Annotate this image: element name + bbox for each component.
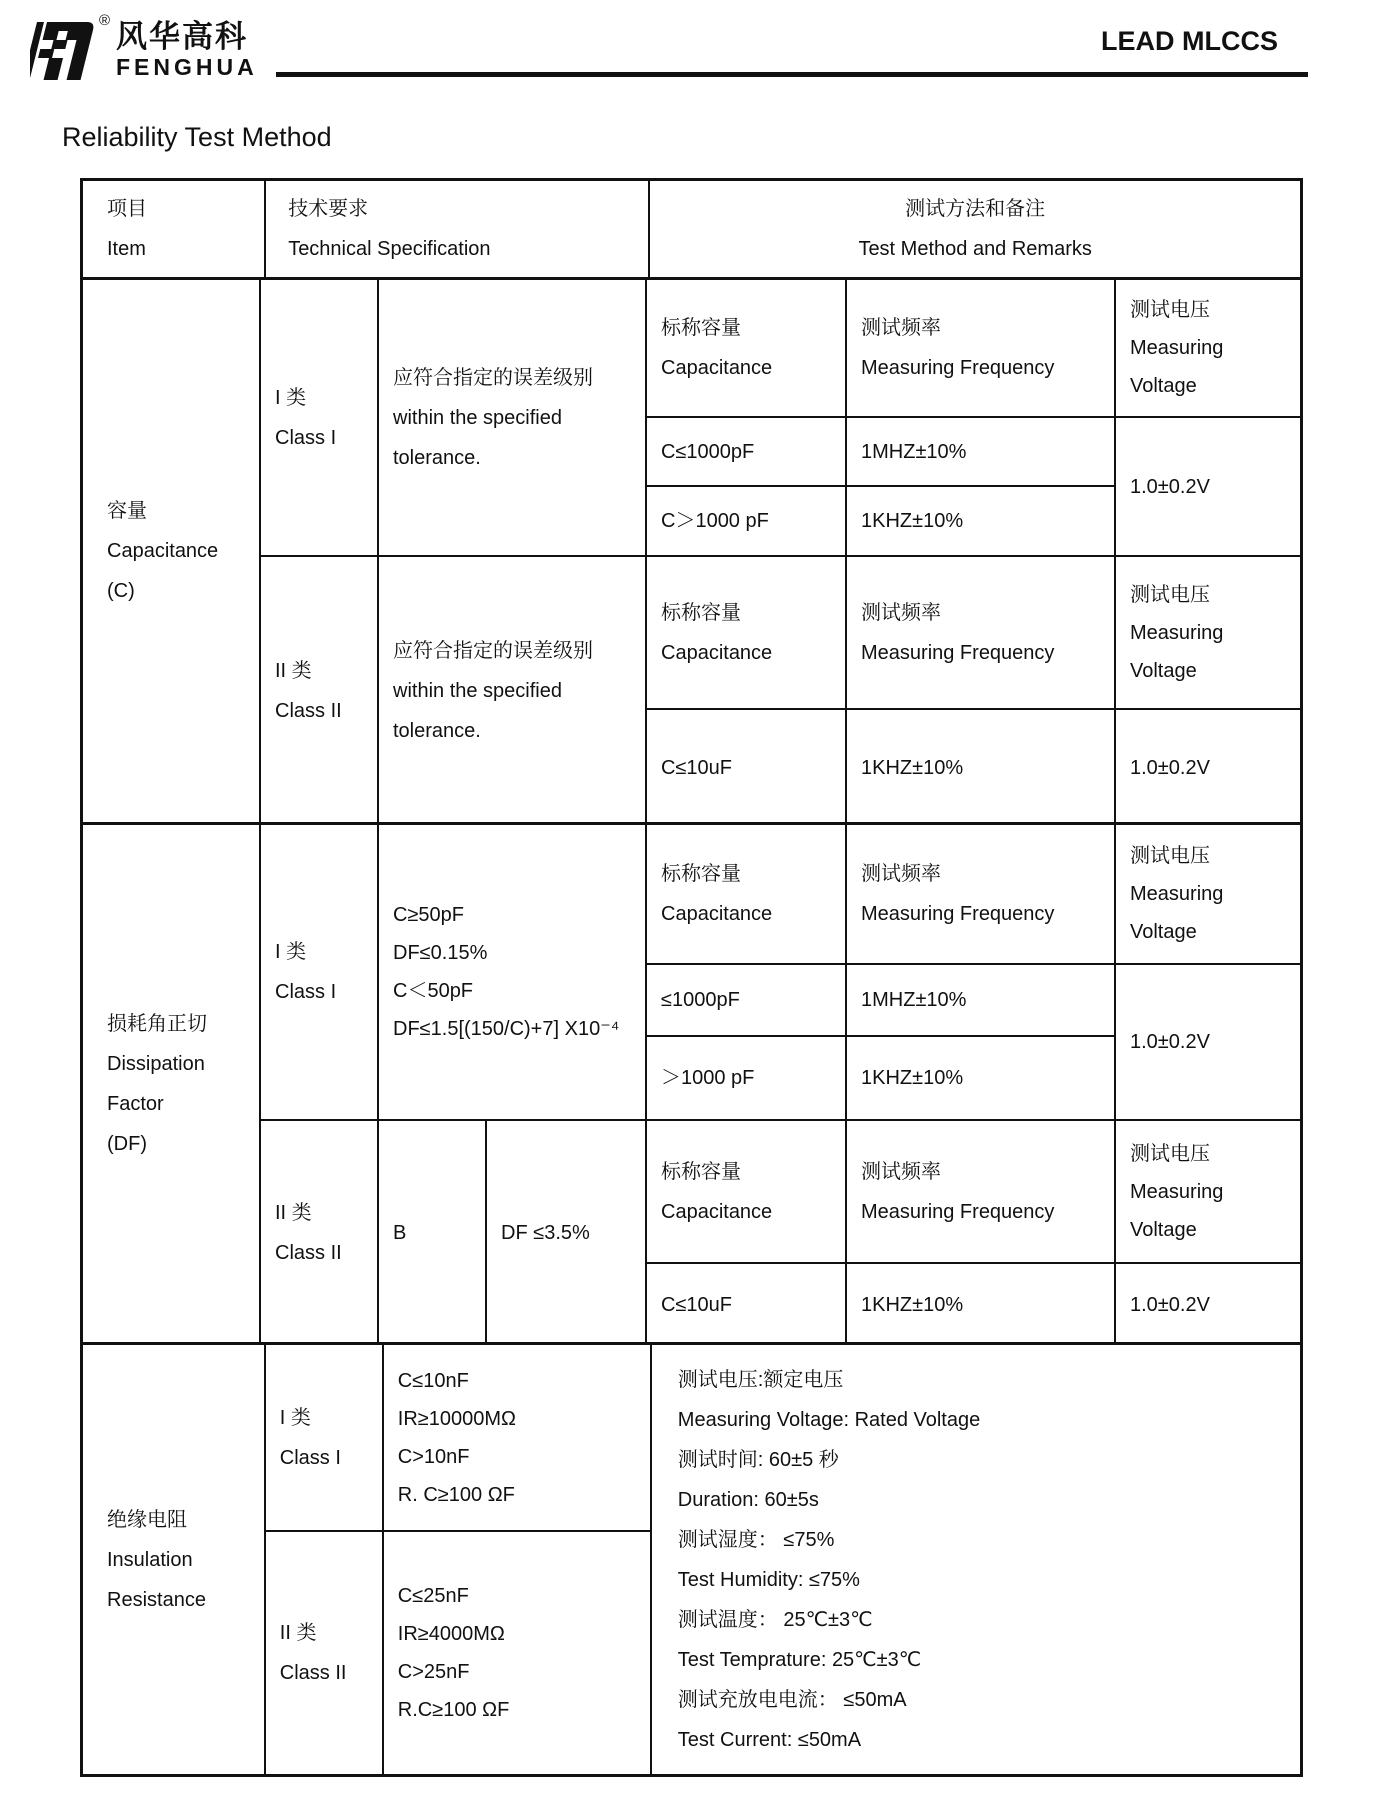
ir-method-line: 测试电压:额定电压 bbox=[677, 1368, 844, 1391]
class-label-en: Class II bbox=[275, 700, 342, 722]
ir-method-line: Test Humidity: ≤75% bbox=[677, 1568, 860, 1591]
class-label-en: Class I bbox=[279, 1446, 341, 1469]
item-line: 绝缘电阻 bbox=[107, 1508, 187, 1531]
mh-frequency-cell bbox=[847, 557, 1116, 708]
spec-line: C≥50pF bbox=[393, 904, 465, 926]
class-label-cn: II 类 bbox=[275, 660, 312, 682]
mh-freq-cn: 测试频率 bbox=[861, 601, 941, 624]
item-cell-df bbox=[83, 825, 261, 1342]
mh-volt-cn: 测试电压 bbox=[1130, 845, 1210, 867]
item-line: Resistance bbox=[107, 1588, 206, 1611]
row-capacitance bbox=[83, 280, 1300, 825]
entry-capacitance: C≤10uF bbox=[647, 1264, 847, 1345]
spec-line: tolerance. bbox=[393, 446, 481, 469]
item-line: (DF) bbox=[107, 1132, 147, 1155]
method-subheader bbox=[647, 825, 1300, 965]
entry-frequency: 1KHZ±10% bbox=[847, 1264, 1116, 1345]
spec-line: R.C≥100 ΩF bbox=[397, 1699, 510, 1721]
df-class2-subrow bbox=[261, 1121, 1300, 1345]
method-entry-row bbox=[647, 418, 1116, 487]
header-item-cell bbox=[83, 181, 266, 277]
method-entry-row bbox=[647, 965, 1116, 1037]
mh-capacitance-cell bbox=[647, 557, 847, 708]
header-method-en: Test Method and Remarks bbox=[858, 238, 1092, 260]
mh-freq-en: Measuring Frequency bbox=[861, 641, 1055, 664]
mh-volt-en: Measuring bbox=[1130, 621, 1224, 644]
class-label-cn: II 类 bbox=[279, 1622, 317, 1644]
item-line: Capacitance bbox=[107, 540, 219, 562]
mh-cap-cn: 标称容量 bbox=[661, 863, 741, 885]
item-line: 损耗角正切 bbox=[107, 1012, 207, 1035]
spec-line: within the specified bbox=[393, 406, 562, 429]
mh-volt-cn: 测试电压 bbox=[1130, 583, 1210, 606]
item-line: Factor bbox=[107, 1092, 164, 1115]
ir-method-line: Test Temprature: 25℃±3℃ bbox=[677, 1648, 922, 1671]
mh-voltage-cell bbox=[1116, 825, 1300, 963]
spec-cell bbox=[379, 825, 647, 1119]
class-label-cn: II 类 bbox=[275, 1202, 312, 1224]
spec-line: 应符合指定的误差级别 bbox=[393, 640, 593, 662]
voltage-value-cell: 1.0±0.2V bbox=[1130, 475, 1210, 498]
class-label-en: Class II bbox=[279, 1662, 347, 1684]
method-entry-row bbox=[647, 1037, 1116, 1119]
mh-capacitance-cell bbox=[647, 280, 847, 416]
spec-line: IR≥4000MΩ bbox=[397, 1623, 505, 1645]
mh-capacitance-cell bbox=[647, 1121, 847, 1262]
spec-line: C>10nF bbox=[397, 1445, 470, 1468]
spec-cell bbox=[384, 1532, 652, 1774]
mh-volt-en: Voltage bbox=[1130, 375, 1197, 397]
spec-line: 应符合指定的误差级别 bbox=[393, 366, 593, 389]
mh-volt-en: Voltage bbox=[1130, 659, 1197, 682]
class-label-cell bbox=[261, 557, 379, 825]
class-label-en: Class II bbox=[275, 1242, 342, 1264]
mh-capacitance-cell bbox=[647, 825, 847, 963]
mh-volt-cn: 测试电压 bbox=[1130, 1142, 1210, 1165]
mh-freq-cn: 测试频率 bbox=[861, 863, 941, 885]
mh-volt-en: Voltage bbox=[1130, 1218, 1197, 1241]
class-label-cell bbox=[261, 825, 379, 1119]
mh-cap-cn: 标称容量 bbox=[661, 1160, 741, 1183]
header-spec-cn: 技术要求 bbox=[288, 198, 369, 220]
class-label-en: Class I bbox=[275, 426, 337, 449]
mh-volt-en: Measuring bbox=[1130, 1180, 1224, 1203]
row-insulation-resistance bbox=[83, 1345, 1300, 1774]
mh-cap-en: Capacitance bbox=[661, 1200, 773, 1223]
method-subtable bbox=[647, 1121, 1300, 1345]
class-label-cell bbox=[266, 1532, 384, 1774]
item-line: 容量 bbox=[107, 500, 147, 522]
mh-voltage-cell bbox=[1116, 557, 1300, 708]
mh-voltage-cell bbox=[1116, 1121, 1300, 1262]
header-rule bbox=[276, 72, 1308, 77]
entry-frequency: 1KHZ±10% bbox=[847, 1037, 1116, 1119]
header-spec-cell bbox=[266, 181, 650, 277]
class-label-cn: I 类 bbox=[275, 386, 307, 409]
entry-capacitance: ≤1000pF bbox=[647, 965, 847, 1035]
spec-cell bbox=[379, 280, 647, 555]
spec-cell bbox=[384, 1345, 652, 1530]
entry-frequency: 1MHZ±10% bbox=[847, 418, 1116, 485]
method-entry-row bbox=[647, 487, 1116, 555]
spec-line: C≤10nF bbox=[397, 1369, 469, 1392]
ir-method-line: 测试时间: 60±5 秒 bbox=[677, 1448, 839, 1471]
capacitance-class1-subrow bbox=[261, 280, 1300, 557]
spec-line: C>25nF bbox=[397, 1661, 470, 1683]
row-dissipation-factor bbox=[83, 825, 1300, 1345]
ir-method-cell bbox=[652, 1345, 1300, 1774]
mh-freq-cn: 测试频率 bbox=[861, 317, 941, 339]
spec-line: C＜50pF bbox=[393, 980, 474, 1002]
header-item-en: Item bbox=[107, 238, 146, 260]
header-method-cell bbox=[650, 181, 1300, 277]
mh-frequency-cell bbox=[847, 825, 1116, 963]
method-entry-row bbox=[647, 710, 1300, 825]
voltage-value-cell: 1.0±0.2V bbox=[1130, 1031, 1210, 1053]
spec-line: IR≥10000MΩ bbox=[397, 1407, 516, 1430]
mh-frequency-cell bbox=[847, 1121, 1116, 1262]
class-label-cell bbox=[266, 1345, 384, 1530]
mh-freq-en: Measuring Frequency bbox=[861, 903, 1055, 925]
brand-text bbox=[116, 20, 258, 80]
ir-class2-subrow bbox=[266, 1532, 652, 1774]
item-line: (C) bbox=[107, 580, 135, 602]
entry-frequency: 1MHZ±10% bbox=[847, 965, 1116, 1035]
spec-line: R. C≥100 ΩF bbox=[397, 1483, 515, 1506]
doc-series-label: LEAD MLCCS bbox=[1101, 26, 1278, 56]
method-subheader bbox=[647, 1121, 1300, 1264]
fenghua-logo-icon bbox=[30, 18, 96, 84]
mh-volt-en: Measuring bbox=[1130, 337, 1224, 359]
mh-volt-en: Voltage bbox=[1130, 921, 1197, 943]
brand-name-english: FENGHUA bbox=[116, 54, 258, 80]
ir-method-line: Measuring Voltage: Rated Voltage bbox=[677, 1408, 981, 1431]
mh-frequency-cell bbox=[847, 280, 1116, 416]
method-subheader bbox=[647, 280, 1300, 418]
mh-freq-cn: 测试频率 bbox=[861, 1160, 941, 1183]
mh-volt-cn: 测试电压 bbox=[1130, 299, 1210, 321]
page-title: Reliability Test Method bbox=[62, 122, 332, 152]
table-header-row bbox=[83, 181, 1300, 280]
ir-class1-subrow bbox=[266, 1345, 652, 1532]
mh-freq-en: Measuring Frequency bbox=[861, 357, 1055, 379]
mh-cap-en: Capacitance bbox=[661, 903, 773, 925]
item-cell-capacitance bbox=[83, 280, 261, 822]
ir-method-line: 测试充放电电流： ≤50mA bbox=[677, 1688, 907, 1711]
item-cell-ir bbox=[83, 1345, 266, 1774]
reliability-test-table bbox=[80, 178, 1303, 1777]
voltage-value-cell: 1.0±0.2V bbox=[1130, 1293, 1210, 1316]
header-item-cn: 项目 bbox=[107, 198, 147, 220]
df-subclass-cell: B bbox=[379, 1121, 487, 1345]
item-line: Insulation bbox=[107, 1548, 193, 1571]
header-spec-en: Technical Specification bbox=[288, 238, 491, 260]
entry-frequency: 1KHZ±10% bbox=[847, 710, 1116, 825]
entry-frequency: 1KHZ±10% bbox=[847, 487, 1116, 555]
mh-freq-en: Measuring Frequency bbox=[861, 1200, 1055, 1223]
df-limit-cell: DF ≤3.5% bbox=[487, 1121, 647, 1345]
header-method-cn: 测试方法和备注 bbox=[905, 198, 1046, 220]
entry-capacitance: ＞1000 pF bbox=[647, 1037, 847, 1119]
class-label-cn: I 类 bbox=[279, 1406, 311, 1429]
capacitance-class2-subrow bbox=[261, 557, 1300, 825]
method-subheader bbox=[647, 557, 1300, 710]
ir-method-line: Test Current: ≤50mA bbox=[677, 1728, 862, 1751]
method-subtable bbox=[647, 557, 1300, 825]
method-subtable bbox=[647, 280, 1300, 555]
mh-cap-cn: 标称容量 bbox=[661, 317, 741, 339]
class-label-en: Class I bbox=[275, 981, 337, 1003]
mh-volt-en: Measuring bbox=[1130, 883, 1224, 905]
spec-cell bbox=[379, 557, 647, 825]
spec-line: tolerance. bbox=[393, 720, 481, 742]
spec-line: DF≤1.5[(150/C)+7] X10⁻⁴ bbox=[393, 1018, 620, 1040]
mh-cap-cn: 标称容量 bbox=[661, 601, 741, 624]
mh-cap-en: Capacitance bbox=[661, 357, 773, 379]
entry-capacitance: C＞1000 pF bbox=[647, 487, 847, 555]
registered-mark-icon: ® bbox=[99, 12, 111, 29]
brand-name-chinese: 风华高科 bbox=[116, 19, 248, 54]
method-subtable bbox=[647, 825, 1300, 1119]
spec-line: C≤25nF bbox=[397, 1585, 469, 1607]
class-label-cell bbox=[261, 1121, 379, 1345]
df-class1-subrow bbox=[261, 825, 1300, 1121]
ir-method-line: Duration: 60±5s bbox=[677, 1488, 819, 1511]
item-line: Dissipation bbox=[107, 1052, 205, 1075]
mh-voltage-cell bbox=[1116, 280, 1300, 416]
voltage-value-cell: 1.0±0.2V bbox=[1130, 756, 1210, 779]
method-entry-row bbox=[647, 1264, 1300, 1345]
class-label-cn: I 类 bbox=[275, 941, 307, 963]
entry-capacitance: C≤1000pF bbox=[647, 418, 847, 485]
spec-line: within the specified bbox=[393, 680, 562, 702]
class-label-cell bbox=[261, 280, 379, 555]
ir-method-line: 测试温度： 25℃±3℃ bbox=[677, 1608, 873, 1631]
mh-cap-en: Capacitance bbox=[661, 641, 773, 664]
entry-capacitance: C≤10uF bbox=[647, 710, 847, 825]
spec-line: DF≤0.15% bbox=[393, 942, 488, 964]
ir-method-line: 测试湿度： ≤75% bbox=[677, 1528, 835, 1551]
